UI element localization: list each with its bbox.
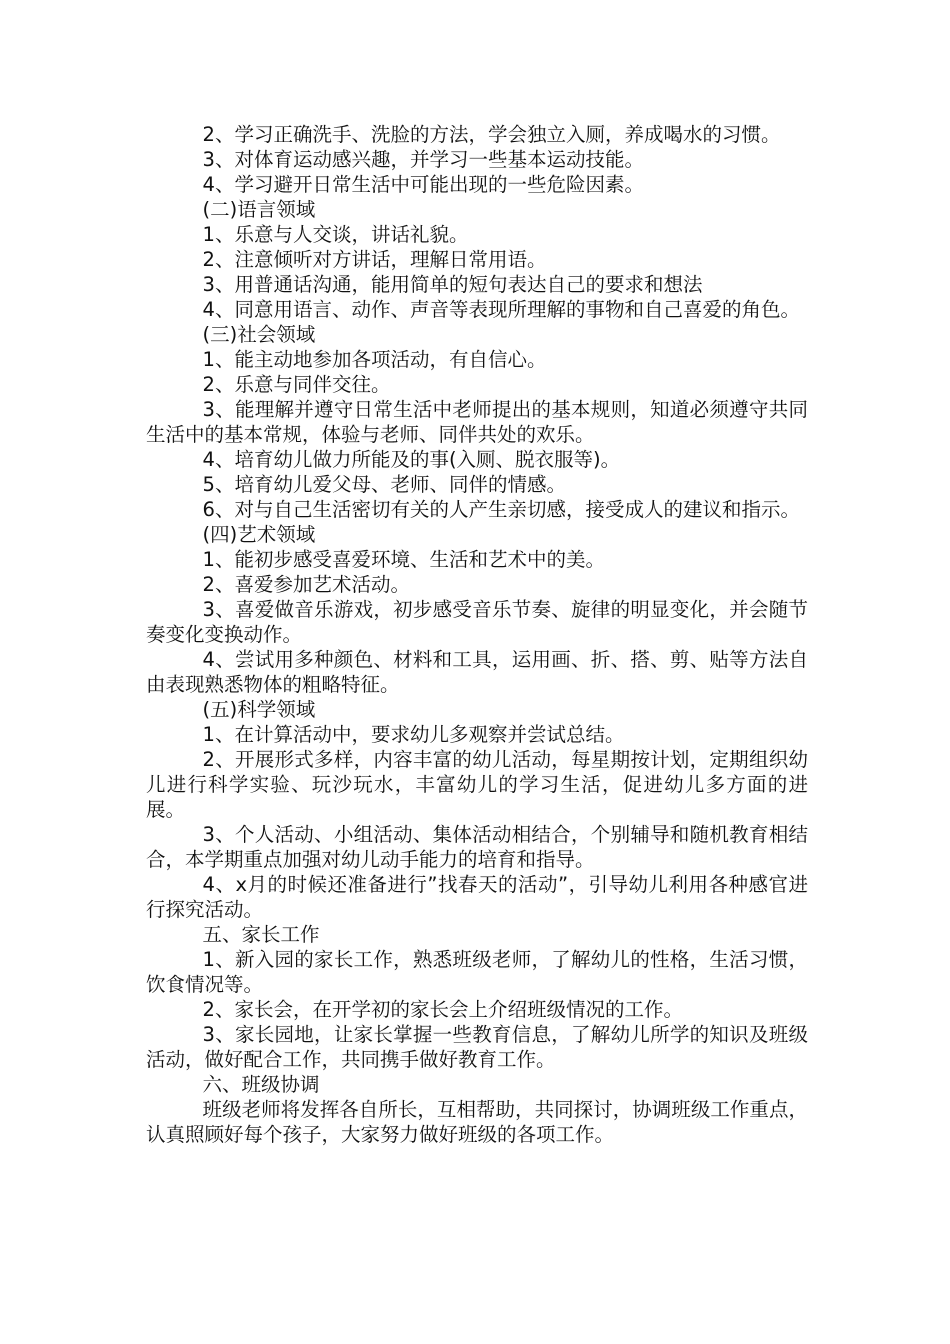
paragraph: 2、开展形式多样，内容丰富的幼儿活动，每星期按计划，定期组织幼儿进行科学实验、玩沙玩水，丰富幼儿的学习生活，促进幼儿多方面的进展。	[146, 748, 808, 821]
section-heading: 六、班级协调	[202, 1073, 320, 1096]
paragraph: 2、乐意与同伴交往。	[202, 373, 391, 396]
paragraph: 2、喜爱参加艺术活动。	[202, 573, 410, 596]
paragraph: 3、喜爱做音乐游戏，初步感受音乐节奏、旋律的明显变化，并会随节奏变化变换动作。	[146, 598, 808, 646]
paragraph: 1、新入园的家长工作，熟悉班级老师，了解幼儿的性格，生活习惯，饮食情况等。	[146, 948, 808, 996]
section-heading: (四)艺术领域	[202, 523, 316, 546]
paragraph: 2、家长会，在开学初的家长会上介绍班级情况的工作。	[202, 998, 683, 1021]
paragraph: 5、培育幼儿爱父母、老师、同伴的情感。	[202, 473, 566, 496]
paragraph: 2、学习正确洗手、洗脸的方法，学会独立入厕，养成喝水的习惯。	[202, 123, 781, 146]
section-heading: (五)科学领域	[202, 698, 316, 721]
paragraph: 2、注意倾听对方讲话，理解日常用语。	[202, 248, 547, 271]
paragraph: 3、能理解并遵守日常生活中老师提出的基本规则，知道必须遵守共同生活中的基本常规，体验与老师、同伴共处的欢乐。	[146, 398, 808, 446]
paragraph: 3、用普通话沟通，能用简单的短句表达自己的要求和想法	[202, 273, 703, 296]
document-body	[146, 122, 808, 1147]
paragraph: 4、学习避开日常生活中可能出现的一些危险因素。	[202, 173, 644, 196]
paragraph: 3、家长园地，让家长掌握一些教育信息，了解幼儿所学的知识及班级活动，做好配合工作，共同携手做好教育工作。	[146, 1023, 808, 1071]
paragraph: 4、同意用语言、动作、声音等表现所理解的事物和自己喜爱的角色。	[202, 298, 800, 321]
paragraph: 4、培育幼儿做力所能及的事(入厕、脱衣服等)。	[202, 448, 621, 471]
paragraph: 1、乐意与人交谈，讲话礼貌。	[202, 223, 469, 246]
paragraph: 3、个人活动、小组活动、集体活动相结合，个别辅导和随机教育相结合，本学期重点加强对幼儿动手能力的培育和指导。	[146, 823, 808, 871]
paragraph: 6、对与自己生活密切有关的人产生亲切感，接受成人的建议和指示。	[202, 498, 800, 521]
section-heading: 五、家长工作	[202, 923, 320, 946]
paragraph: 1、在计算活动中，要求幼儿多观察并尝试总结。	[202, 723, 625, 746]
paragraph: 4、x月的时候还准备进行”找春天的活动”，引导幼儿利用各种感官进行探究活动。	[146, 873, 808, 921]
paragraph: 4、尝试用多种颜色、材料和工具，运用画、折、搭、剪、贴等方法自由表现熟悉物体的粗略特征。	[146, 648, 808, 696]
paragraph: 1、能主动地参加各项活动，有自信心。	[202, 348, 547, 371]
paragraph: 3、对体育运动感兴趣，并学习一些基本运动技能。	[202, 148, 644, 171]
section-heading: (二)语言领域	[202, 198, 316, 221]
section-heading: (三)社会领域	[202, 323, 316, 346]
paragraph: 班级老师将发挥各自所长，互相帮助，共同探讨，协调班级工作重点，认真照顾好每个孩子，大家努力做好班级的各项工作。	[146, 1098, 808, 1146]
paragraph: 1、能初步感受喜爱环境、生活和艺术中的美。	[202, 548, 605, 571]
